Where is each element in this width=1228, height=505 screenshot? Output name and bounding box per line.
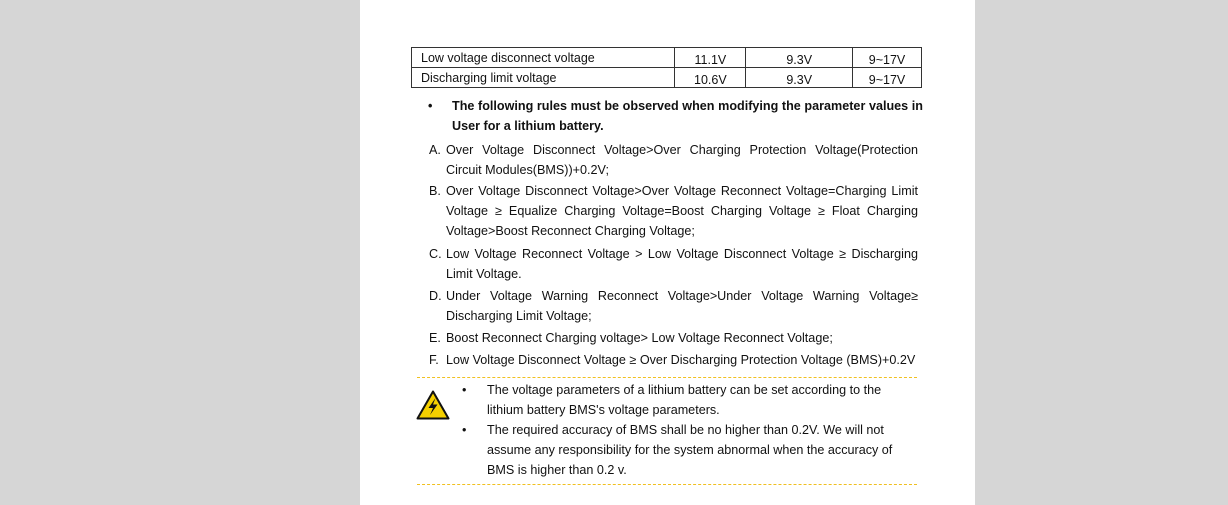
param-default: 9.3V: [746, 48, 853, 68]
high-voltage-warning-icon: [416, 390, 450, 425]
rules-intro: [428, 96, 923, 136]
param-label: Discharging limit voltage: [412, 68, 675, 88]
warning-bullet: [462, 420, 918, 480]
rule-letter: B.: [429, 184, 441, 198]
rule-text: Boost Reconnect Charging voltage> Low Voltage Reconnect Voltage;: [446, 331, 833, 345]
table-row: [412, 48, 922, 68]
rule-item: [429, 286, 918, 326]
rule-letter: A.: [429, 143, 441, 157]
rules-intro-text: The following rules must be observed when modifying the parameter values in User for a lithium battery.: [452, 99, 923, 133]
rule-letter: F.: [429, 353, 439, 367]
param-value: 10.6V: [675, 68, 746, 88]
rule-text: Low Voltage Reconnect Voltage > Low Voltage Disconnect Voltage ≥ Discharging Limit Voltage.: [446, 247, 918, 281]
rule-letter: E.: [429, 331, 441, 345]
rule-text: Over Voltage Disconnect Voltage>Over Charging Protection Voltage(Protection Circuit Modules(BMS))+0.2V;: [446, 143, 918, 177]
rule-item: [429, 244, 918, 284]
bullet-point: •: [462, 383, 467, 397]
warning-text: The voltage parameters of a lithium battery can be set according to the lithium battery BMS's voltage parameters.: [487, 383, 882, 417]
param-default: 9.3V: [746, 68, 853, 88]
document-page: [360, 0, 975, 505]
rule-text: Over Voltage Disconnect Voltage>Over Voltage Reconnect Voltage=Charging Limit Voltage ≥ Equalize Charging Voltage=Boost Charging Voltage ≥ Float Charging Voltage>Boost Reconnect Charging Voltage;: [446, 184, 918, 238]
param-range: 9~17V: [853, 68, 922, 88]
rule-item: [429, 350, 918, 370]
rule-item: [429, 328, 918, 348]
param-value: 11.1V: [675, 48, 746, 68]
rule-text: Low Voltage Disconnect Voltage ≥ Over Discharging Protection Voltage (BMS)+0.2V: [446, 353, 916, 367]
rule-letter: D.: [429, 289, 442, 303]
rule-text: Under Voltage Warning Reconnect Voltage>Under Voltage Warning Voltage≥ Discharging Limit Voltage;: [446, 289, 918, 323]
bullet-point: •: [428, 99, 433, 113]
rule-item: [429, 140, 918, 180]
param-range: 9~17V: [853, 48, 922, 68]
warning-top-divider: [417, 377, 917, 378]
param-label: Low voltage disconnect voltage: [412, 48, 675, 68]
rule-item: [429, 181, 918, 241]
table-row: [412, 68, 922, 88]
warning-text: The required accuracy of BMS shall be no higher than 0.2V. We will not assume any responsibility for the system abnormal when the accuracy of BMS is higher than 0.2 v.: [487, 423, 893, 477]
parameter-table: [411, 47, 922, 88]
warning-bullet: [462, 380, 918, 420]
warning-bottom-divider: [417, 484, 917, 485]
bullet-point: •: [462, 423, 467, 437]
rule-letter: C.: [429, 247, 442, 261]
